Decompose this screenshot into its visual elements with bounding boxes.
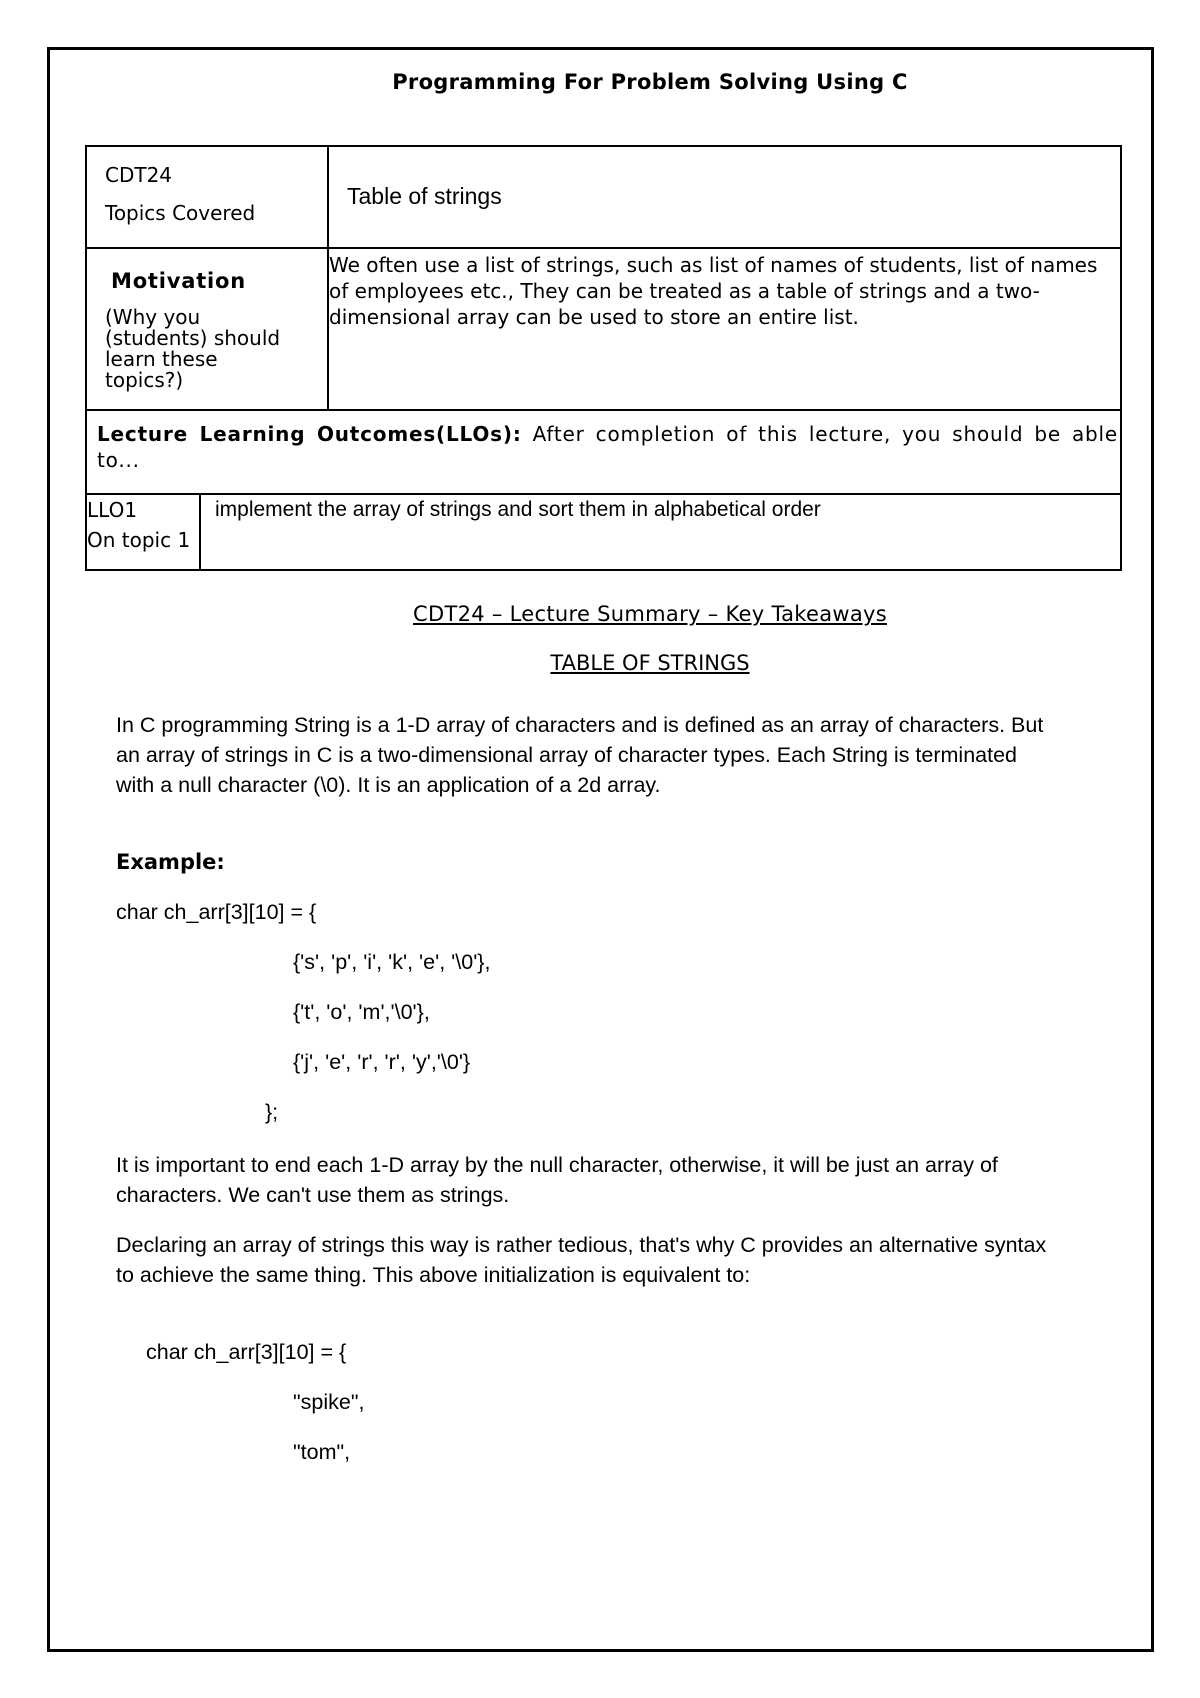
- llo-text: implement the array of strings and sort them in alphabetical order: [215, 498, 821, 521]
- code1-line4: {'j', 'e', 'r', 'r', 'y','\0'}: [293, 1050, 471, 1074]
- topic-info-table: [85, 145, 1122, 571]
- motivation-row: [86, 248, 1121, 410]
- intro-paragraph: In C programming String is a 1-D array of characters and is defined as an array of characters. But an array of strings in C is a two-dimensional array of character types. Each String is terminated with a null character (\0). It is an application of a 2d array.: [116, 713, 1044, 797]
- topic-title: Table of strings: [347, 183, 502, 209]
- code2-line2: "spike",: [293, 1390, 365, 1414]
- motivation-text-cell: [328, 248, 1121, 410]
- llo1-cell: [86, 494, 1121, 570]
- topics-covered-label: Topics Covered: [105, 201, 256, 225]
- code2-line1: char ch_arr[3][10] = {: [146, 1340, 347, 1364]
- code1-line5: };: [265, 1100, 279, 1124]
- motivation-heading: Motivation: [111, 269, 247, 293]
- paragraph-3: Declaring an array of strings this way is rather tedious, that's why C provides an alternative syntax to achieve the same thing. This above initialization is equivalent to:: [116, 1233, 1047, 1287]
- llo-outcomes-cell: [86, 410, 1121, 494]
- code1-line2: {'s', 'p', 'i', 'k', 'e', '\0'},: [293, 950, 491, 974]
- summary-heading: CDT24 – Lecture Summary – Key Takeaways: [413, 602, 887, 626]
- llo-outcomes-row: [86, 410, 1121, 494]
- llo1-inner-table: [87, 495, 1120, 569]
- llo1-row: [86, 494, 1121, 570]
- llo-intro: After completion of this lecture, you should be able to...: [97, 422, 1118, 472]
- llo1-id-cell: [87, 495, 200, 569]
- example-label: Example:: [116, 850, 225, 874]
- topic-title-cell: [328, 146, 1121, 248]
- llo1-text-cell: [200, 495, 1120, 569]
- topic-code-cell: [86, 146, 328, 248]
- summary-subheading: TABLE OF STRINGS: [550, 651, 750, 675]
- document-title: Programming For Problem Solving Using C: [392, 70, 908, 94]
- motivation-text: We often use a list of strings, such as list of names of students, list of names of employees etc., They can be treated as a table of strings and a two-dimensional array can be used to store an entire list.: [329, 253, 1098, 329]
- llo-heading: Lecture Learning Outcomes(LLOs):: [97, 422, 522, 446]
- topic-row: [86, 146, 1121, 248]
- paragraph-2: It is important to end each 1-D array by the null character, otherwise, it will be just an array of characters. We can't use them as strings.: [116, 1153, 998, 1207]
- motivation-label-cell: [86, 248, 328, 410]
- code1-line3: {'t', 'o', 'm','\0'},: [293, 1000, 430, 1024]
- code1-line1: char ch_arr[3][10] = {: [116, 900, 317, 924]
- code2-line3: "tom",: [293, 1440, 351, 1464]
- llo-id: LLO1: [87, 498, 138, 522]
- motivation-subtext: (Why you (students) should learn these topics?): [105, 305, 281, 392]
- topic-code: CDT24: [105, 163, 173, 187]
- llo-outcomes-text: [87, 411, 1120, 473]
- llo-topic: On topic 1: [87, 528, 191, 552]
